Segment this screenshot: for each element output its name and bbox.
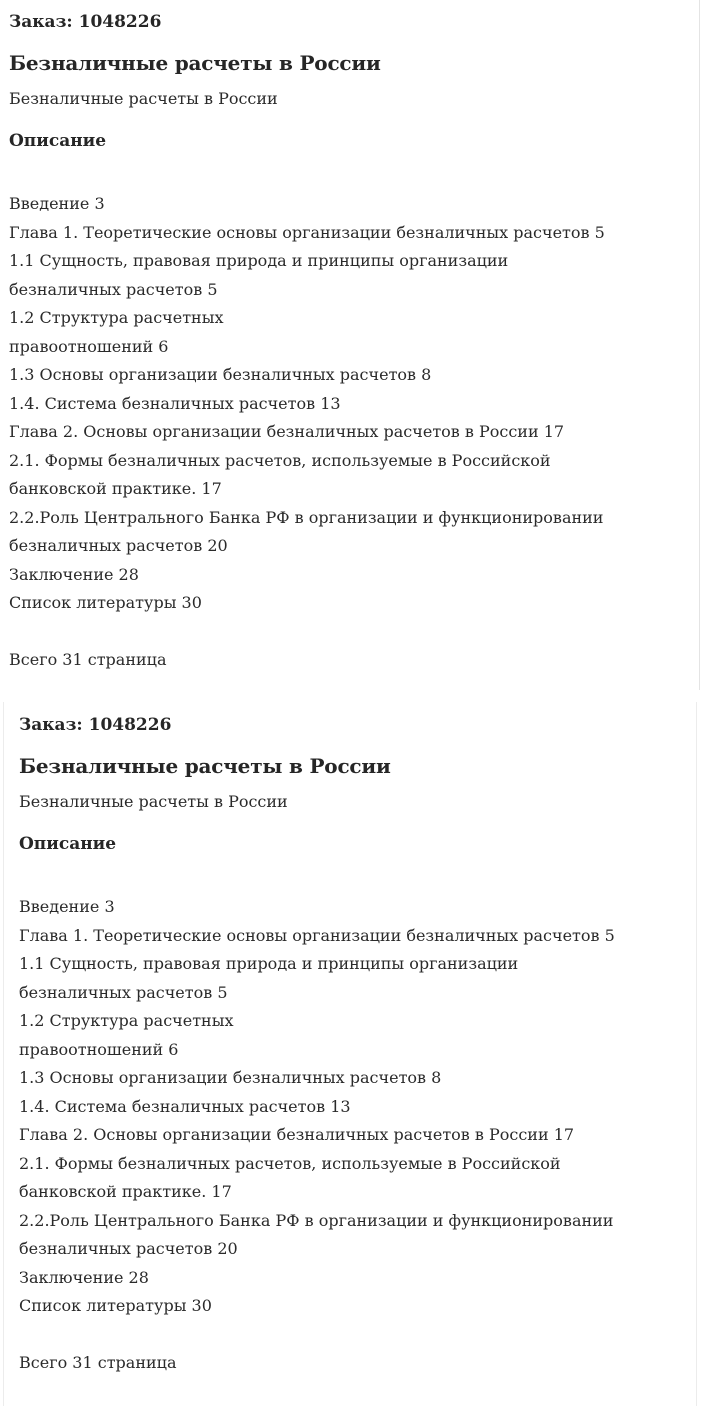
order-card-duplicate (3, 702, 697, 1406)
toc-item: 1.3 Основы организации безналичных расчетов 8 (9, 365, 432, 384)
toc-item: Введение 3 (19, 897, 115, 916)
description-heading: Описание (9, 131, 107, 151)
page-count: Всего 31 страница (9, 649, 167, 669)
product-title: Безналичные расчеты в России (9, 51, 381, 75)
toc-item: 1.2 Структура расчетных правоотношений 6 (9, 308, 224, 356)
toc-item: Список литературы 30 (9, 593, 202, 612)
page-count: Всего 31 страница (19, 1352, 177, 1372)
toc-item: Глава 1. Теоретические основы организации безналичных расчетов 5 (9, 222, 605, 242)
table-of-contents (19, 893, 696, 1321)
toc-item: Заключение 28 (19, 1267, 149, 1287)
toc-item: Глава 2. Основы организации безналичных расчетов в России 17 (9, 422, 565, 441)
order-number: Заказ: 1048226 (19, 715, 172, 735)
toc-item: 1.1 Сущность, правовая природа и принципы организации безналичных расчетов 5 (19, 954, 519, 1002)
toc-item: 1.3 Основы организации безналичных расчетов 8 (19, 1068, 442, 1087)
toc-item: 2.1. Формы безналичных расчетов, используемые в Российской банковской практике. 17 (9, 450, 551, 498)
toc-item: 2.2.Роль Центрального Банка РФ в организации и функционировании безналичных расчетов 20 (19, 1210, 614, 1258)
order-card-primary (0, 0, 700, 692)
toc-item: 2.2.Роль Центрального Банка РФ в организации и функционировании безналичных расчетов 20 (9, 507, 604, 555)
toc-item: Заключение 28 (9, 564, 139, 584)
toc-item: Введение 3 (9, 194, 105, 213)
product-subtitle: Безналичные расчеты в России (19, 792, 288, 811)
product-title: Безналичные расчеты в России (19, 754, 391, 778)
toc-item: Список литературы 30 (19, 1296, 212, 1315)
toc-item: 2.1. Формы безналичных расчетов, используемые в Российской банковской практике. 17 (19, 1153, 561, 1201)
table-of-contents (9, 190, 700, 618)
order-number: Заказ: 1048226 (9, 12, 162, 32)
toc-item: 1.1 Сущность, правовая природа и принципы организации безналичных расчетов 5 (9, 251, 509, 299)
description-heading: Описание (19, 834, 117, 854)
toc-item: 1.2 Структура расчетных правоотношений 6 (19, 1011, 234, 1059)
toc-item: 1.4. Система безналичных расчетов 13 (19, 1096, 351, 1116)
toc-item: Глава 1. Теоретические основы организации безналичных расчетов 5 (19, 925, 615, 945)
toc-item: 1.4. Система безналичных расчетов 13 (9, 393, 341, 413)
toc-item: Глава 2. Основы организации безналичных расчетов в России 17 (19, 1125, 575, 1144)
product-subtitle: Безналичные расчеты в России (9, 89, 278, 108)
